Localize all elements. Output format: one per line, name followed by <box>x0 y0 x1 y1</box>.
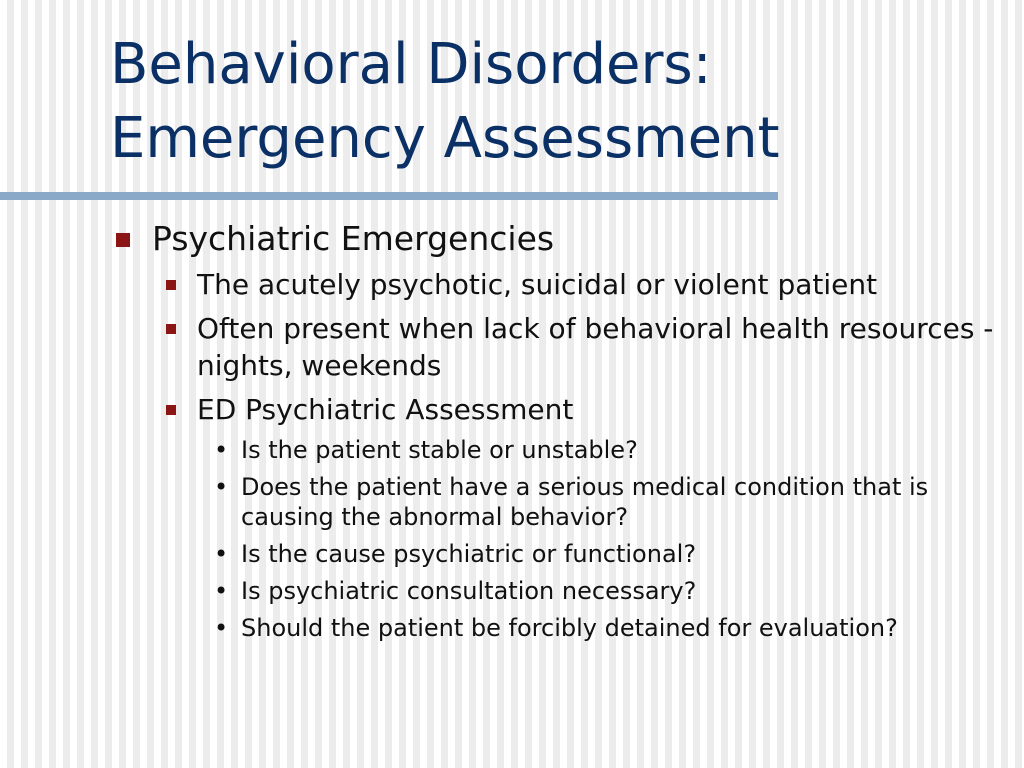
question-detained <box>214 613 1004 643</box>
question-text: Is the cause psychiatric or functional? <box>241 540 697 568</box>
sub-bullet-text: The acutely psychotic, suicidal or violent patient <box>197 268 878 301</box>
question-medical-condition <box>214 472 1004 532</box>
title-divider <box>0 192 778 200</box>
round-bullet-icon: • <box>214 614 229 642</box>
bullet-text: Psychiatric Emergencies <box>152 219 555 258</box>
round-bullet-icon: • <box>214 473 229 501</box>
sub-bullet-text: ED Psychiatric Assessment <box>197 393 574 426</box>
question-text: Does the patient have a serious medical condition that is causing the abnormal behavior? <box>241 473 929 531</box>
question-text: Is psychiatric consultation necessary? <box>241 577 697 605</box>
question-consultation <box>214 576 1004 606</box>
square-bullet-icon <box>166 324 176 334</box>
question-text: Is the patient stable or unstable? <box>241 436 638 464</box>
bullet-psychiatric-emergencies <box>152 218 1024 260</box>
sub-bullet-ed-assessment <box>197 391 1004 428</box>
title-line-1: Behavioral Disorders: <box>110 32 712 97</box>
bullet-list <box>0 218 1024 650</box>
round-bullet-icon: • <box>214 540 229 568</box>
sub-bullet-acute-patient <box>197 266 1004 303</box>
square-bullet-icon <box>166 405 176 415</box>
sub-bullet-text: Often present when lack of behavioral health resources - nights, weekends <box>197 312 994 382</box>
title-line-2: Emergency Assessment <box>110 106 780 171</box>
round-bullet-icon: • <box>214 436 229 464</box>
question-cause <box>214 539 1004 569</box>
square-bullet-icon <box>116 233 130 247</box>
square-bullet-icon <box>166 280 176 290</box>
question-stable <box>214 435 1004 465</box>
question-text: Should the patient be forcibly detained for evaluation? <box>241 614 898 642</box>
slide-title <box>110 28 780 176</box>
round-bullet-icon: • <box>214 577 229 605</box>
sub-bullet-resources <box>197 310 1004 384</box>
